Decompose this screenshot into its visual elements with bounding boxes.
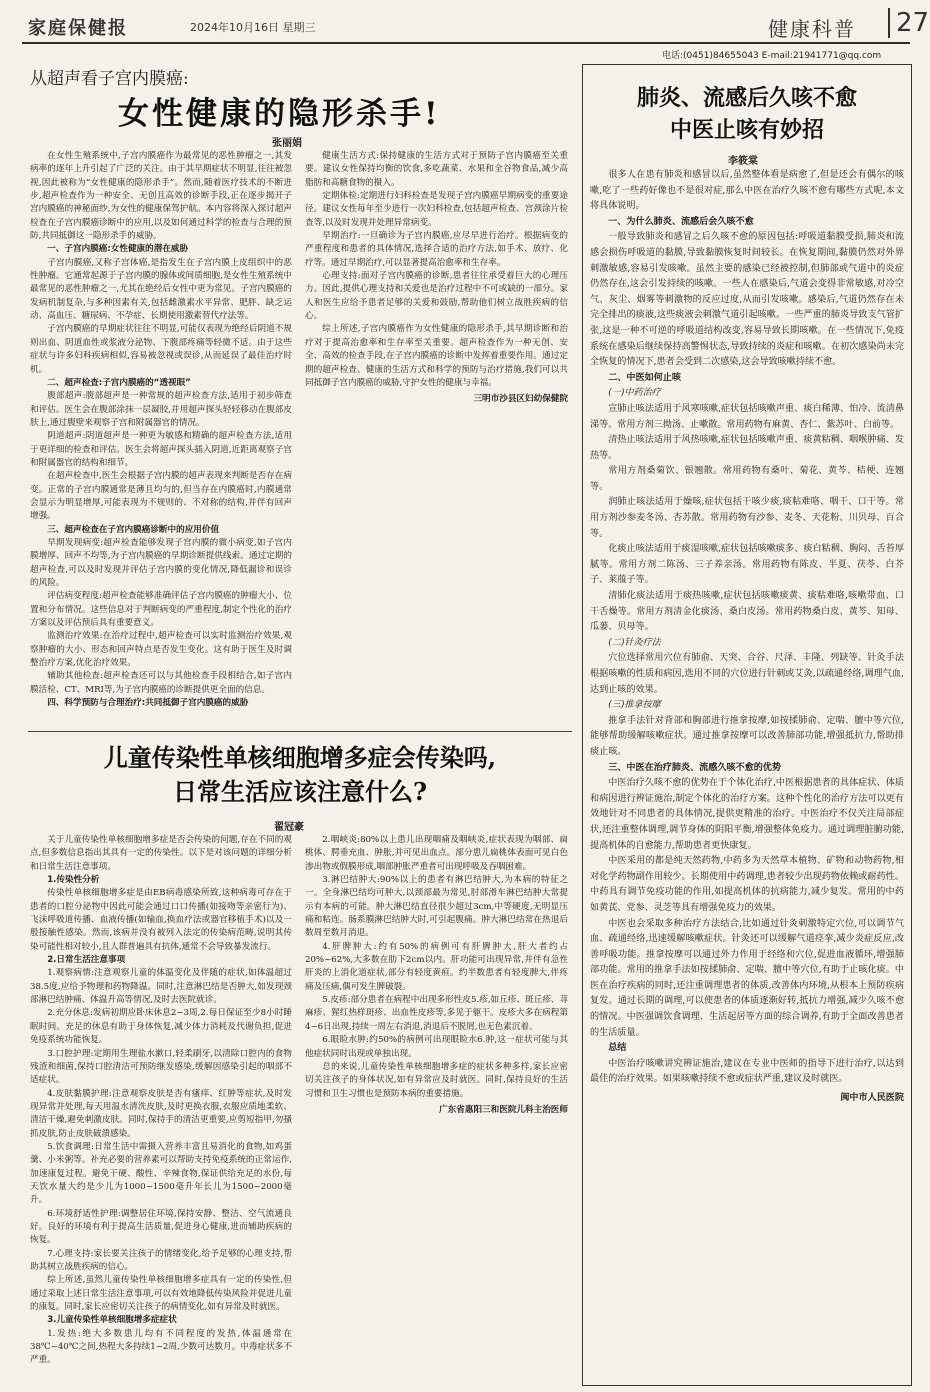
article2-title-line1: 儿童传染性单核细胞增多症会传染吗, [103, 743, 497, 772]
paragraph: 健康生活方式:保持健康的生活方式对于预防子宫内膜癌至关重要。建议女性保持均衡的饮食,多吃蔬菜、水果和全谷物食品,减少高脂肪和高糖食物的摄入。 [305, 151, 568, 188]
paragraph: 很多人在患有肺炎和感冒以后,虽然整体看是病愈了,但是还会有偶尔的咳嗽,吃了一些药好像也不是很对症,那么中医在治疗久咳不愈有哪些方式呢,本文将具体说明。 [590, 170, 904, 212]
paragraph: 4.皮肤黏膜护理:注意观察皮肤是否有瘙痒、红肿等症状,及时发现异常并处理,每天用温水清洗皮肤,及时更换衣服,衣服应质地柔软、清洁干燥,避免刺激皮肤。同时,保持手的清洁更重要,应剪短指甲,勿搔抓皮肤,防止皮肤破溃感染。 [30, 1088, 292, 1139]
paragraph: 中医治疗咳嗽讲究辨证施治,建议在专业中医师的指导下进行治疗,以达到最佳的治疗效果。如果咳嗽持续不愈或症状严重,建议及时就医。 [590, 1058, 904, 1085]
paragraph: 清肺化痰法适用于痰热咳嗽,症状包括咳嗽痰黄、痰粘难咯,咳嗽带血、口干舌燥等。常用方剂清金化痰汤、桑白皮汤。常用药物桑白皮、黄芩、知母、瓜蒌、贝母等。 [590, 591, 904, 633]
section-heading: 一、为什么肺炎、流感后会久咳不愈 [608, 216, 754, 227]
article3-title-line2: 中医止咳有妙招 [669, 117, 824, 143]
section-heading: 二、中医如何止咳 [608, 372, 681, 383]
section-heading: 二、超声检查:子宫内膜癌的“透视眼” [47, 377, 191, 388]
paragraph: 6.环境舒适性护理:调整居住环境,保持安静、整洁、空气流通良好。良好的环境有利于提高生活质量,促进身心健康,进而辅助疾病的恢复。 [30, 1208, 292, 1246]
paragraph: 宣肺止咳法适用于风寒咳嗽,症状包括咳嗽声重、痰白稀薄、怕冷、流清鼻涕等。常用方剂三拗汤、止嗽散。常用药物有麻黄、杏仁、紫苏叶、白前等。 [590, 403, 904, 430]
article-divider [28, 731, 572, 732]
article2-author: 翟冠豪 [274, 822, 304, 833]
paragraph: 3.淋巴结肿大:90%以上的患者有淋巴结肿大,为本病的特征之一。全身淋巴结均可肿大,以颈部最为常见,肘部滑车淋巴结肿大常提示有本病的可能。肿大淋巴结直径很少超过3cm,中等硬度,无明显压痛和粘连。肠系膜淋巴结肿大时,可引起腹痛。肿大淋巴结常在热退后数周至数月消退。 [305, 875, 568, 939]
paragraph: 6.眼睑水肿:约50%的病例可出现眼睑水6.肿,这一症状可能与其他症状同时出现或单独出现。 [305, 1035, 568, 1059]
section-heading: 四、科学预防与合理治疗:共同抵御子宫内膜癌的威胁 [47, 698, 249, 709]
page-number: 27 [888, 8, 929, 38]
paragraph: 推拿手法针对背部和胸部进行推拿按摩,如按揉肺俞、定喘、膻中等穴位,能够帮助缓解咳嗽症状。通过推拿按摩可以改善肺部功能,增强抵抗力,帮助排痰止咳。 [590, 715, 904, 757]
paragraph: 中医采用的都是纯天然药物,中药多为天然草本植物、矿物和动物药物,相对化学药物副作用较少。长期使用中药调理,患者较少出现药物依赖或耐药性。中药具有调节免疫功能的作用,如提高机体的抗病能力,减少复发。常用的中药如黄芪、党参、灵芝等具有增强免疫力的效果。 [590, 856, 904, 913]
paragraph: 心理支持:面对子宫内膜癌的诊断,患者往往承受着巨大的心理压力。因此,提供心理支持和关爱也是治疗过程中不可或缺的一部分。家人和医生应给予患者足够的关爱和鼓励,帮助他们树立战胜疾病的信心。 [305, 271, 568, 322]
paragraph: 1.发热:绝大多数患儿均有不同程度的发热,体温通常在38℃~40℃之间,热程大多持续1~2周,少数可达数月。中毒症状多不严重。 [30, 1328, 292, 1366]
paragraph: 总的来说,儿童传染性单核细胞增多症的症状多种多样,家长应密切关注孩子的身体状况,如有异常应及时就医。同时,保持良好的生活习惯和卫生习惯也是预防本病的重要措施。 [305, 1061, 568, 1099]
section-heading: 3.儿童传染性单核细胞增多症症状 [47, 1315, 177, 1326]
section-heading: 2.日常生活注意事项 [47, 955, 126, 966]
paragraph: 一般导致肺炎和感冒之后久咳不愈的原因包括:呼吸道黏膜受损,肺炎和流感会损伤呼吸道的黏膜,导致黏膜恢复时间较长。在恢复期间,黏膜仍然对外界刺激敏感,容易引发咳嗽。虽然主要的感染已经被控制,但肺部或气道中的炎症仍然存在,这会引发持续的咳嗽。一些人在感染后,气道会变得非常敏感,对冷空气、灰尘、烟雾等刺激物的反应过度,从而引发咳嗽。感染后,气道仍然存在未完全排出的痰液,这些痰液会刺激气道引起咳嗽。一些严重的肺炎导致支气管扩张,这是一种不可逆的呼吸道结构改变,容易导致长期咳嗽。在一些情况下,免疫系统在感染后继续保持高警惕状态,导致持续的炎症和咳嗽。在初次感染尚未完全恢复的情况下,患者会受到二次感染,这会导致咳嗽持续不愈。 [590, 232, 904, 368]
author-affiliation: 广东省惠阳三和医院儿科主治医师 [439, 1104, 568, 1115]
section-heading: 总结 [608, 1043, 627, 1054]
paragraph: 3.口腔护理:定期用生理盐水漱口,轻柔刷牙,以清除口腔内的食物残渣和细菌,保持口腔清洁可预防继发感染,缓解因感染引起的咽部不适症状。 [30, 1048, 292, 1086]
author-affiliation: 闽中市人民医院 [840, 1093, 904, 1104]
paragraph: 监测治疗效果:在治疗过程中,超声检查可以实时监测治疗效果,观察肿瘤的大小、形态和回声特点是否发生变化。这有助于医生及时调整治疗方案,优化治疗效果。 [30, 631, 292, 669]
paragraph: 综上所述,子宫内膜癌作为女性健康的隐形杀手,其早期诊断和治疗对于提高治愈率和生存率至关重要。超声检查作为一种无创、安全、高效的检查手段,在子宫内膜癌的诊断中发挥着重要作用。通过定期的超声检查、健康的生活方式和科学的预防与治疗措施,我们可以共同抵御子宫内膜癌的威胁,守护女性的健康与幸福。 [305, 324, 568, 388]
article3-author: 李筱棠 [728, 156, 758, 167]
paragraph: 2.充分休息:发病初期应卧床休息2~3周,2.每日保证至少8小时睡眠时间。充足的休息有助于身体恢复,减少体力消耗及代谢负担,促进免疫系统功能恢复。 [30, 1008, 292, 1046]
section-heading: 1.传染性分析 [47, 875, 100, 886]
section-heading: 三、超声检查在子宫内膜癌诊断中的应用价值 [47, 524, 220, 535]
paragraph: 2.咽峡炎:80%以上患儿出现咽痛及咽峡炎,症状表现为咽部、扁桃体、腭垂充血、肿胀,并可见出血点。部分患儿扁桃体表面可见白色渗出物或假膜形成,咽部肿胀严重者可出现呼吸及吞咽困难。 [305, 835, 568, 872]
paragraph: 在超声检查中,医生会根据子宫内膜的超声表现来判断是否存在病变。正常的子宫内膜通常是薄且均匀的,但当存在内膜癌时,内膜通常会显示为明显增厚,可能表现为不规则的、不对称的结构,并伴有回声增强。 [30, 471, 292, 522]
paragraph: 7.心理支持:家长要关注孩子的情绪变化,给予足够的心理支持,帮助其树立战胜疾病的信心。 [30, 1248, 292, 1272]
contact-info: 电话:(0451)84655043 E-mail:21941771@qq.com [662, 51, 882, 61]
paragraph: 中医也会采取多种治疗方法结合,比如通过针灸刺激特定穴位,可以调节气血、疏通经络,迅速缓解咳嗽症状。针灸还可以缓解气道痉挛,减少炎症反应,改善呼吸功能。推拿按摩可以通过外力作用于经络和穴位,促进血液循环,增强肺部功能。常用的推拿手法如按揉肺俞、定喘、膻中等穴位,有助于止咳化痰。中医在治疗疾病的同时,还注重调理患者的体质,改善体内环境,从根本上预防疾病复发。通过长期的调理,可以使患者的体质逐渐好转,抵抗力增强,减少久咳不愈的情况。中医强调饮食调理、生活起居等方面的综合调养,有助于全面改善患者的生活质量。 [590, 918, 904, 1038]
paragraph: 穴位选择常用穴位有肺俞、天突、合谷、尺泽、丰隆、列缺等。针灸手法根据咳嗽的性质和病因,选用不同的穴位进行针刺或艾灸,以疏通经络,调理气血,达到止咳的效果。 [590, 653, 904, 695]
paragraph: (二)针灸疗法 [608, 637, 661, 648]
paragraph: 传染性单核细胞增多症是由EB病毒感染所致,这种病毒可存在于患者的口腔分泌物中因此可能会通过口口传播(如接吻等亲密行为)、飞沫呼吸道传播、血液传播(如输血,换血疗法或器官移植手术)以及一般接触性感染。然而,该病并没有被列入法定的传染病范畴,说明其传染可能性相对较小,且人群普遍具有抗体,通常不会导致暴发流行。 [30, 888, 292, 952]
article1-kicker: 从超声看子宫内膜癌: [30, 69, 189, 89]
author-affiliation: 三明市沙县区妇幼保健院 [473, 394, 568, 405]
paragraph: 1.观察病情:注意观察儿童的体温变化及伴随的症状,如体温超过38.5度,应给予物理和药物降温。同时,注意淋巴结是否肿大,如发现颈部淋巴结肿痛、体温升高等情况,及时去医院就诊。 [30, 968, 292, 1006]
article3-title-line1: 肺炎、流感后久咳不愈 [636, 85, 857, 111]
paragraph: 4.肝脾肿大:约有50%的病例可有肝脾肿大,肝大者约占20%~62%,大多数在肋下2cm以内。肝功能可出现异常,并伴有急性肝炎的上消化道症状,部分有轻度黄疸。约半数患者有轻度脾大,伴疼痛及压痛,偶可发生脾破裂。 [305, 941, 568, 992]
paragraph: 关于儿童传染性单核细胞增多症是否会传染的问题,存在不同的观点,但多数信息指出其具有一定的传染性。以下是对该问题的详细分析和日常生活注意事项。 [30, 835, 292, 872]
paragraph: 阴道超声:阴道超声是一种更为敏感和精确的超声检查方法,适用于更详细的检查和评估。医生会将超声探头插入阴道,近距离观察子宫和附属器官的结构和细节。 [30, 431, 292, 468]
paragraph: 综上所述,虽然儿童传染性单核细胞增多症具有一定的传染性,但通过采取上述日常生活注意事项,可以有效地降低传染风险并促进儿童的康复。同时,家长应密切关注孩子的病情变化,如有异常及时就医。 [30, 1275, 292, 1313]
page-header [22, 8, 930, 44]
paragraph: 5.皮疹:部分患者在病程中出现多形性皮5.疹,如丘疹、斑丘疹、荨麻疹、猩红热样斑疹、出血性皮疹等,多见于躯干。皮疹大多在病程第4~6日出现,持续一周左右消退,消退后不脱屑,也无色素沉着。 [305, 995, 568, 1032]
paragraph: 辅助其他检查:超声检查还可以与其他检查手段相结合,如子宫内膜活检、CT、MRI等,为子宫内膜癌的诊断提供更全面的信息。 [30, 671, 292, 695]
section-name: 健康科普 [768, 17, 856, 41]
paragraph: 清热止咳法适用于风热咳嗽,症状包括咳嗽声重、痰黄粘稠、咽喉肿痛、发热等。 [590, 435, 904, 461]
paragraph: 早期发现病变:超声检查能够发现子宫内膜的微小病变,如子宫内膜增厚、回声不均等,为子宫内膜癌的早期诊断提供线索。通过定期的超声检查,可以及时发现并评估子宫内膜的变化情况,降低漏诊和误诊的风险。 [30, 537, 292, 588]
newspaper-name: 家庭保健报 [28, 18, 128, 39]
article1-author: 张丽娟 [272, 138, 302, 149]
paragraph: 常用方剂桑菊饮、银翘散。常用药物有桑叶、菊花、黄芩、桔梗、连翘等。 [590, 466, 904, 492]
paragraph: 定期体检:定期进行妇科检查是发现子宫内膜癌早期病变的重要途径。建议女性每年至少进行一次妇科检查,包括超声检查、宫颈涂片检查等,以及时发现并处理异常病变。 [305, 191, 568, 228]
section-heading: 三、中医在治疗肺炎、流感久咳不愈的优势 [608, 762, 781, 773]
article2-column-left [30, 834, 292, 1382]
article3-column [590, 168, 904, 1380]
paragraph: 评估病变程度:超声检查能够准确评估子宫内膜癌的肿瘤大小、位置和分布情况。这些信息对于判断病变的严重程度,制定个性化的治疗方案以及评估预后具有重要意义。 [30, 591, 292, 629]
article2-title-line2: 日常生活应该注意什么? [172, 777, 428, 806]
article1-column-right [305, 150, 568, 728]
section-heading: 一、子宫内膜癌:女性健康的潜在威胁 [47, 244, 189, 255]
paragraph: 子宫内膜癌,又称子宫体癌,是指发生在子宫内膜上皮组织中的恶性肿瘤。它通常起源于子宫内膜的腺体或间质细胞,是女性生殖系统中最常见的恶性肿瘤之一,尤其在绝经后女性中更为常见。子宫内膜癌的发病机制复杂,与多种因素有关,包括雌激素水平异常、肥胖、缺乏运动、高血压、糖尿病、不孕症、长期使用激素替代疗法等。 [30, 257, 292, 322]
paragraph: 润肺止咳法适用于燥咳,症状包括干咳少痰,痰粘难咯、咽干、口干等。常用方剂沙参麦冬汤、杏苏散。常用药物有沙参、麦冬、天花粉、川贝母、百合等。 [590, 497, 904, 539]
issue-date: 2024年10月16日 星期三 [190, 21, 316, 34]
paragraph: (一)中药治疗 [608, 388, 661, 399]
paragraph: 在女性生殖系统中,子宫内膜癌作为最常见的恶性肿瘤之一,其发病率的逐年上升引起了广泛的关注。由于其早期症状不明显,往往被忽视,因此被称为“女性健康的隐形杀手”。然而,随着医疗技术的不断进步,超声检查作为一种安全、无创且高效的诊断手段,正在逐步揭开子宫内膜癌的神秘面纱,为女性的健康保驾护航。本内容将深入探讨超声检查在子宫内膜癌诊断中的应用,以及如何通过科学的检查与合理的预防,共同抵御这一隐形杀手的威胁。 [30, 151, 292, 242]
paragraph: 化痰止咳法适用于痰湿咳嗽,症状包括咳嗽痰多、痰白粘稠、胸闷、舌苔厚腻等。常用方剂二陈汤、三子养亲汤。常用药物有陈皮、半夏、茯苓、白芥子、莱菔子等。 [590, 544, 904, 586]
article2-column-right [305, 834, 568, 1382]
paragraph: 腹部超声:腹部超声是一种常规的超声检查方法,适用于初步筛查和评估。医生会在腹部涂抹一层凝胶,并用超声探头轻轻移动在腹部皮肤上,通过腹壁来观察子宫和附属器官的情况。 [30, 391, 292, 428]
paragraph: 子宫内膜癌的早期症状往往不明显,可能仅表现为绝经后阴道不规则出血、阴道血性或浆液分泌物、下腹部疼痛等轻微不适。由于这些症状与许多妇科疾病相似,容易被忽视或误诊,从而延误了最佳治疗时机。 [30, 324, 292, 375]
paragraph: (三)推拿按摩 [608, 700, 661, 711]
paragraph: 早期治疗:一旦确诊为子宫内膜癌,应尽早进行治疗。根据病变的严重程度和患者的具体情况,选择合适的治疗方法,如手术、放疗、化疗等。通过早期治疗,可以显著提高治愈率和生存率。 [305, 231, 568, 268]
article1-title: 女性健康的隐形杀手! [118, 96, 441, 132]
paragraph: 中医治疗久咳不愈的优势在于个体化治疗,中医根据患者的具体症状、体质和病因进行辨证施治,制定个体化的治疗方案。这种个性化的治疗方法可以更有效地针对不同患者的具体情况,提供更精准的治疗。中医治疗不仅关注局部症状,还注重整体调理,调节身体的阴阳平衡,增强整体免疫力。通过调理脏腑功能,提高机体的自愈能力,帮助患者更快康复。 [590, 778, 904, 851]
article1-column-left [30, 150, 292, 728]
paragraph: 5.饮食调理:日常生活中需摄入营养丰富且易消化的食物,如鸡蛋羹、小米粥等。补充必要的营养素可以帮助支持免疫系统的正常运作,加速康复过程。避免干硬、酸性、辛辣食物,保证供给充足的水份,每天饮水量大约是少儿为1000~1500毫升年长儿为1500~2000毫升。 [30, 1141, 292, 1206]
